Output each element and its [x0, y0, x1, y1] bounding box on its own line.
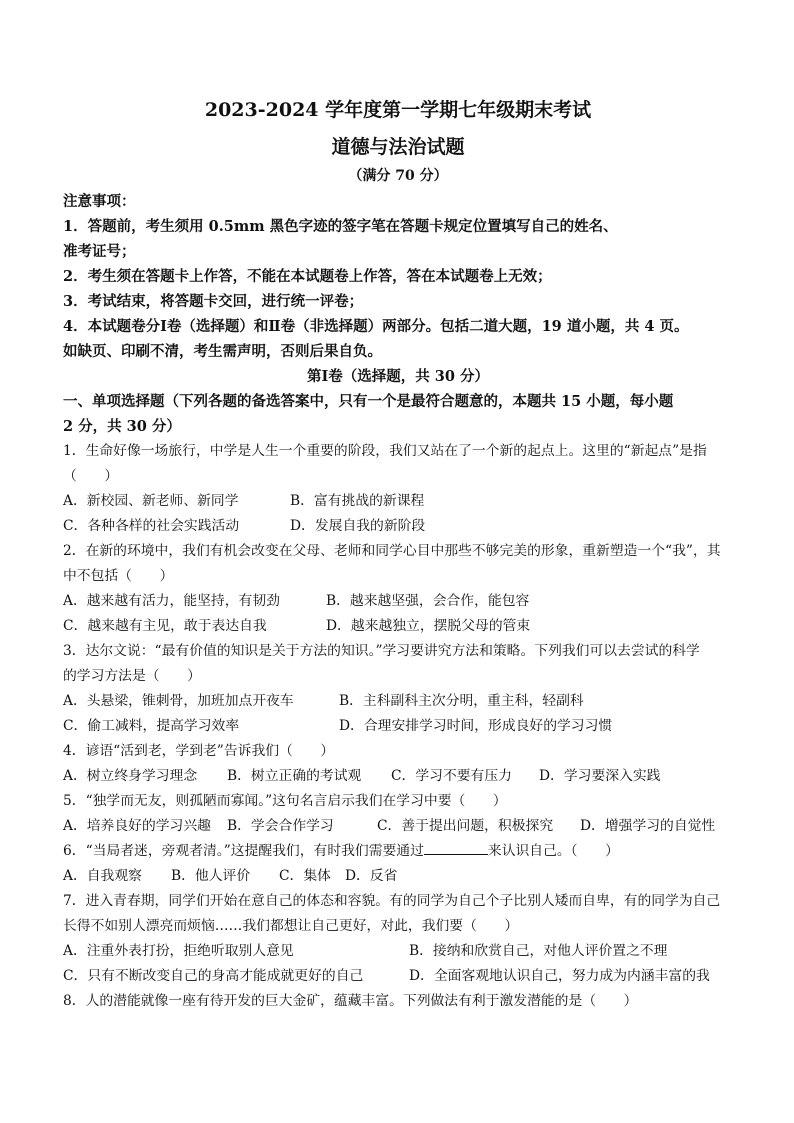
question-5-options: [63, 814, 733, 839]
notice-line: 2．考生须在答题卡上作答，不能在本试题卷上作答，答在本试题卷上无效；: [63, 268, 552, 285]
question-3-stem: 3．达尔文说：“最有价值的知识是关于方法的知识。”学习要讲究方法和策略。下列我们可以去尝试的科学: [63, 643, 700, 659]
question-7-options: [63, 939, 733, 964]
question-4-stem: 4．谚语“活到老，学到老”告诉我们（ ）: [63, 743, 335, 759]
notice-line: 3．考试结束，将答题卡交回，进行统一评卷；: [63, 293, 364, 310]
notice-line: 准考证号；: [63, 243, 136, 260]
option-a: A．自我观察: [63, 868, 142, 884]
option-c: C．越来越有主见，敢于表达自我: [63, 618, 267, 634]
option-b: B．富有挑战的新课程: [290, 493, 425, 509]
option-d: D．增强学习的自觉性: [580, 818, 716, 834]
option-a: A．注重外表打扮，拒绝听取别人意见: [63, 943, 294, 959]
option-c: C．各种各样的社会实践活动: [63, 518, 240, 534]
question-6-stem: [63, 839, 733, 864]
exam-title: 2023-2024 学年度第一学期七年级期末考试: [204, 99, 592, 121]
option-b: B．接纳和欣赏自己，对他人评价置之不理: [409, 943, 668, 959]
question-5-stem: 5．“独学而无友，则孤陋而寡闻。”这句名言启示我们在学习中要（ ）: [63, 793, 507, 809]
option-b: B．他人评价: [171, 868, 251, 884]
option-d: D．全面客观地认识自己，努力成为内涵丰富的我: [409, 968, 710, 984]
answer-blank: [424, 839, 488, 855]
question-7-stem: 7．进入青春期，同学们开始在意自己的体态和容貌。有的同学为自己个子比别人矮而自卑，有的同学为自己: [63, 893, 721, 909]
part1-heading: 第Ⅰ卷（选择题，共 30 分）: [306, 368, 490, 385]
question-2-options: [63, 614, 733, 639]
section-instruction: 2 分，共 30 分）: [63, 418, 181, 435]
notice-heading: 注意事项：: [63, 193, 136, 210]
question-2-stem: 中不包括（ ）: [63, 568, 174, 584]
question-3-options: [63, 714, 733, 739]
question-6-stem-start: 6．“当局者迷，旁观者清。”这提醒我们，有时我们需要通过: [63, 843, 424, 859]
option-b: B．主科副科主次分明，重主科，轻副科: [339, 693, 584, 709]
option-c: C．只有不断改变自己的身高才能成就更好的自己: [63, 968, 364, 984]
question-2-options: [63, 589, 733, 614]
option-d: D．反省: [345, 868, 398, 884]
option-c: C．学习不要有压力: [391, 768, 512, 784]
option-c: C．偷工减料，提高学习效率: [63, 718, 240, 734]
option-d: D．发展自我的新阶段: [290, 518, 426, 534]
question-1-options: [63, 489, 733, 514]
question-3-stem: 的学习方法是（ ）: [63, 668, 201, 684]
question-8-stem: 8．人的潜能就像一座有待开发的巨大金矿，蕴藏丰富。下列做法有利于激发潜能的是（ ）: [63, 993, 638, 1009]
exam-page: [63, 96, 733, 1014]
option-a: A．越来越有活力，能坚持，有韧劲: [63, 593, 280, 609]
question-7-options: [63, 964, 733, 989]
full-score: （满分 70 分）: [348, 168, 448, 184]
option-d: D．学习要深入实践: [539, 768, 661, 784]
question-1-options: [63, 514, 733, 539]
option-c: C．善于提出问题，积极探究: [377, 818, 554, 834]
option-c: C．集体: [279, 868, 331, 884]
option-a: A．树立终身学习理念: [63, 768, 198, 784]
option-d: D．越来越独立，摆脱父母的管束: [326, 618, 531, 634]
question-6-stem-end: 来认识自己。（ ）: [487, 843, 619, 859]
question-2-stem: 2．在新的环境中，我们有机会改变在父母、老师和同学心目中那些不够完美的形象，重新塑造一个“我”，其: [63, 543, 721, 559]
question-1-stem: 1．生命好像一场旅行，中学是人生一个重要的阶段，我们又站在了一个新的起点上。这里的“新起点”是指: [63, 443, 707, 459]
option-a: A．头悬梁，锥刺骨，加班加点开夜车: [63, 693, 294, 709]
notice-line: 如缺页、印刷不清，考生需声明，否则后果自负。: [63, 343, 382, 360]
subject-title: 道德与法治试题: [331, 136, 465, 158]
question-4-options: [63, 764, 733, 789]
section-instruction: 一、单项选择题（下列各题的备选答案中，只有一个是最符合题意的，本题共 15 小题，每小题: [63, 393, 674, 410]
notice-line: 1．答题前，考生须用 0.5mm 黑色字迹的签字笔在答题卡规定位置填写自己的姓名、: [63, 218, 618, 235]
option-a: A．新校园、新老师、新同学: [63, 493, 239, 509]
notice-line: 4．本试题卷分Ⅰ卷（选择题）和Ⅱ卷（非选择题）两部分。包括二道大题，19 道小题，共 4 页。: [63, 318, 689, 335]
question-6-options: [63, 864, 733, 889]
option-b: B．树立正确的考试观: [227, 768, 362, 784]
question-1-stem: （ ）: [63, 468, 119, 484]
option-a: A．培养良好的学习兴趣: [63, 818, 211, 834]
question-7-stem: 长得不如别人漂亮而烦恼……我们都想让自己更好，对此，我们要（ ）: [63, 918, 519, 934]
option-d: D．合理安排学习时间，形成良好的学习习惯: [339, 718, 613, 734]
option-b: B．学会合作学习: [227, 818, 334, 834]
option-b: B．越来越坚强，会合作，能包容: [326, 593, 530, 609]
question-3-options: [63, 689, 733, 714]
